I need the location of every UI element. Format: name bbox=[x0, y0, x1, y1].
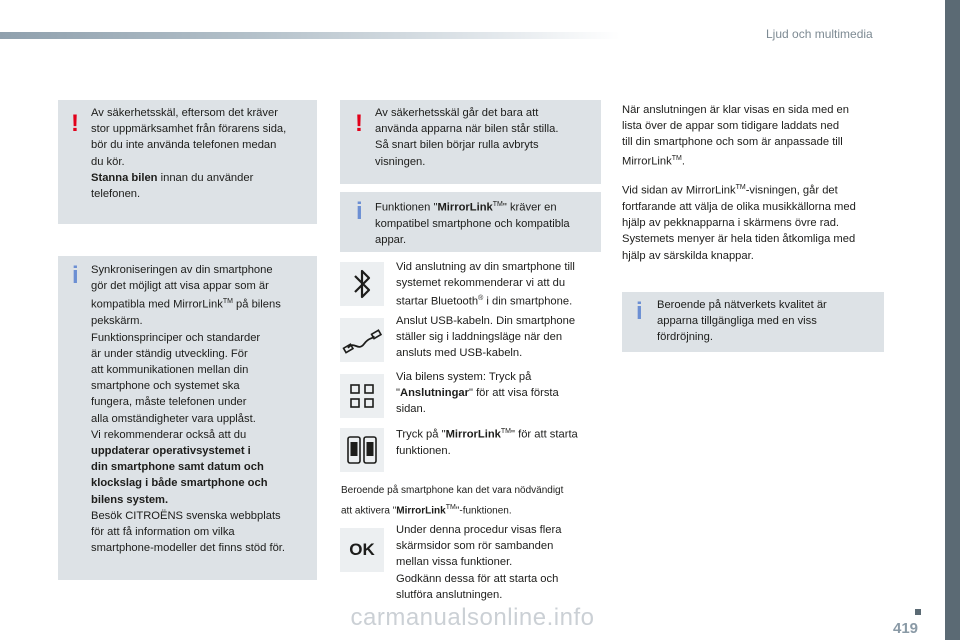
text-line: för att få information om vilka bbox=[91, 525, 235, 538]
warning-icon: ! bbox=[355, 110, 363, 137]
text-line bbox=[622, 180, 892, 199]
text-line: Godkänn dessa för att starta och bbox=[396, 572, 559, 585]
warning-text bbox=[91, 105, 313, 202]
step-connections-text bbox=[396, 369, 606, 418]
info-text bbox=[91, 262, 315, 556]
text-line: bör du inte använda telefonen medan bbox=[91, 139, 277, 152]
text-line: skärmsidor som rör sambanden bbox=[396, 540, 554, 553]
text-span: Vid sidan av MirrorLink bbox=[622, 184, 736, 197]
text-line: Så snart bilen börjar rulla avbryts bbox=[375, 139, 539, 152]
trademark: TM bbox=[671, 154, 682, 162]
text-span: " kräver en bbox=[502, 201, 557, 214]
info-icon: i bbox=[72, 262, 79, 289]
text-line: till din smartphone och som är anpassade till bbox=[622, 136, 843, 149]
text-span: " för att starta bbox=[511, 428, 578, 441]
info-text bbox=[657, 297, 879, 346]
warning-box-stationary bbox=[340, 100, 601, 184]
text-line: systemet rekommenderar vi att du bbox=[396, 277, 566, 290]
text-line: lista över de appar som tidigare laddats ned bbox=[622, 120, 840, 133]
text-line: ansluts med USB-kabeln. bbox=[396, 347, 523, 360]
text-line: slutföra anslutningen. bbox=[396, 588, 503, 601]
text-line: Av säkerhetsskäl, eftersom det kräver bbox=[91, 107, 278, 119]
text-line: appar. bbox=[375, 234, 407, 247]
text-line: Via bilens system: Tryck på bbox=[396, 371, 532, 383]
text-line: Anslut USB-kabeln. Din smartphone bbox=[396, 315, 576, 327]
connection-complete-paragraph bbox=[622, 102, 892, 170]
text-span: " bbox=[396, 387, 400, 400]
text-line: Under denna procedur visas flera bbox=[396, 524, 562, 536]
text-line bbox=[375, 197, 599, 216]
music-sources-paragraph bbox=[622, 180, 892, 264]
step-confirm-text bbox=[396, 522, 606, 603]
text-line: När anslutningen är klar visas en sida med en bbox=[622, 104, 849, 116]
text-line: uppdaterar operativsystemet i bbox=[91, 444, 251, 457]
apps-grid-icon bbox=[340, 374, 384, 418]
text-line: Beroende på nätverkets kvalitet är bbox=[657, 299, 827, 311]
bold-text: Anslutningar bbox=[399, 387, 469, 400]
registered-mark: ® bbox=[478, 295, 484, 303]
text-line: stor uppmärksamhet från förarens sida, bbox=[91, 123, 287, 136]
trademark: TM bbox=[735, 184, 746, 191]
bold-text: Stanna bilen bbox=[91, 171, 158, 184]
text-span: Tryck på " bbox=[396, 428, 446, 441]
text-span: . bbox=[681, 155, 685, 168]
text-line: smartphone-modeller det finns stöd för. bbox=[91, 542, 286, 555]
text-line: klockslag i både smartphone och bbox=[91, 477, 268, 490]
info-box-synchronization bbox=[58, 256, 317, 580]
text-line: alla omständigheter vara upplåst. bbox=[91, 412, 256, 425]
trademark: TM bbox=[445, 504, 456, 511]
info-box-network bbox=[622, 292, 884, 352]
step-usb-text bbox=[396, 313, 606, 362]
bold-text: MirrorLink bbox=[445, 428, 501, 441]
text-line: din smartphone samt datum och bbox=[91, 461, 264, 474]
trademark: TM bbox=[222, 298, 233, 306]
text-line: kompatibel smartphone och kompatibla bbox=[375, 217, 570, 230]
text-line: hjälp av särskilda knappar. bbox=[622, 249, 754, 262]
text-line: bilens system. bbox=[91, 493, 169, 506]
text-line: fördröjning. bbox=[657, 331, 713, 344]
info-icon: i bbox=[356, 198, 363, 225]
text-line: fungera, måste telefonen under bbox=[91, 396, 247, 409]
text-line: mellan vissa funktioner. bbox=[396, 556, 513, 569]
info-text bbox=[375, 197, 599, 248]
text-span: MirrorLink bbox=[622, 155, 672, 168]
text-line: telefonen. bbox=[91, 188, 141, 201]
text-line: Beroende på smartphone kan det vara nödvändigt bbox=[341, 485, 564, 496]
text-line: att kommunikationen mellan din bbox=[91, 363, 249, 376]
watermark: carmanualsonline.info bbox=[350, 604, 595, 631]
text-span: att aktivera " bbox=[341, 505, 397, 517]
text-line: Funktionsprinciper och standarder bbox=[91, 331, 261, 344]
text-line: ställer sig i laddningsläge när den bbox=[396, 331, 563, 344]
text-span: kompatibla med MirrorLink bbox=[91, 299, 223, 312]
text-line: Vi rekommenderar också att du bbox=[91, 428, 247, 441]
text-line: hjälp av pekknapparna i skärmens övre rad. bbox=[622, 217, 840, 230]
text-line bbox=[91, 170, 313, 186]
text-span: " för att visa första bbox=[468, 387, 559, 400]
info-icon: i bbox=[636, 298, 643, 325]
text-line: Synkroniseringen av din smartphone bbox=[91, 264, 273, 276]
page-number: 419 bbox=[893, 620, 919, 637]
text-line: Besök CITROËNS svenska webbplats bbox=[91, 509, 281, 522]
text-line: gör det möjligt att visa appar som är bbox=[91, 280, 269, 293]
text-span: innan du använder bbox=[157, 171, 254, 184]
text-line: du kör. bbox=[91, 155, 125, 168]
trademark: TM bbox=[500, 428, 511, 435]
text-span: i din smartphone. bbox=[483, 296, 573, 309]
text-span: "-funktionen. bbox=[455, 505, 512, 517]
text-span: startar Bluetooth bbox=[396, 296, 479, 309]
usb-cable-icon bbox=[340, 318, 384, 362]
text-span: -visningen, går det bbox=[745, 184, 838, 197]
text-line bbox=[341, 499, 603, 519]
trademark: TM bbox=[492, 201, 503, 208]
text-span: Funktionen " bbox=[375, 201, 438, 214]
text-line: Av säkerhetsskäl går det bara att bbox=[375, 107, 539, 119]
ok-button-icon bbox=[340, 528, 384, 572]
text-line: funktionen. bbox=[396, 444, 451, 457]
text-line: apparna tillgängliga med en viss bbox=[657, 315, 817, 328]
bold-text: MirrorLink bbox=[437, 201, 493, 214]
text-line bbox=[396, 424, 606, 443]
text-line: använda apparna när bilen står stilla. bbox=[375, 123, 559, 136]
mirrorlink-activation-note bbox=[341, 482, 603, 519]
step-mirrorlink-text bbox=[396, 424, 606, 459]
text-line bbox=[622, 151, 892, 170]
text-line bbox=[91, 294, 315, 313]
warning-box-safety bbox=[58, 100, 317, 224]
warning-text bbox=[375, 105, 599, 170]
text-line: smartphone och systemet ska bbox=[91, 380, 240, 393]
step-bluetooth-text bbox=[396, 259, 606, 310]
bold-text: MirrorLink bbox=[396, 505, 446, 517]
ok-label: OK bbox=[349, 540, 375, 559]
text-line bbox=[396, 291, 606, 310]
header-bar bbox=[0, 32, 620, 39]
bluetooth-icon bbox=[340, 262, 384, 306]
text-line: pekskärm. bbox=[91, 315, 143, 328]
text-line: är under ständig utveckling. För bbox=[91, 347, 248, 360]
mirrorlink-phone-icon bbox=[340, 428, 384, 472]
info-box-compatibility bbox=[340, 192, 601, 252]
text-line: sidan. bbox=[396, 403, 426, 416]
text-line: Systemets menyer är hela tiden åtkomliga med bbox=[622, 233, 856, 246]
text-span: på bilens bbox=[232, 299, 281, 312]
text-line bbox=[396, 385, 606, 401]
warning-icon: ! bbox=[71, 110, 79, 137]
text-line: visningen. bbox=[375, 155, 426, 168]
text-line: Vid anslutning av din smartphone till bbox=[396, 261, 575, 273]
chapter-tab-strip bbox=[945, 0, 960, 640]
text-line: fortfarande att välja de olika musikkällorna med bbox=[622, 200, 856, 213]
section-title: Ljud och multimedia bbox=[766, 27, 873, 41]
